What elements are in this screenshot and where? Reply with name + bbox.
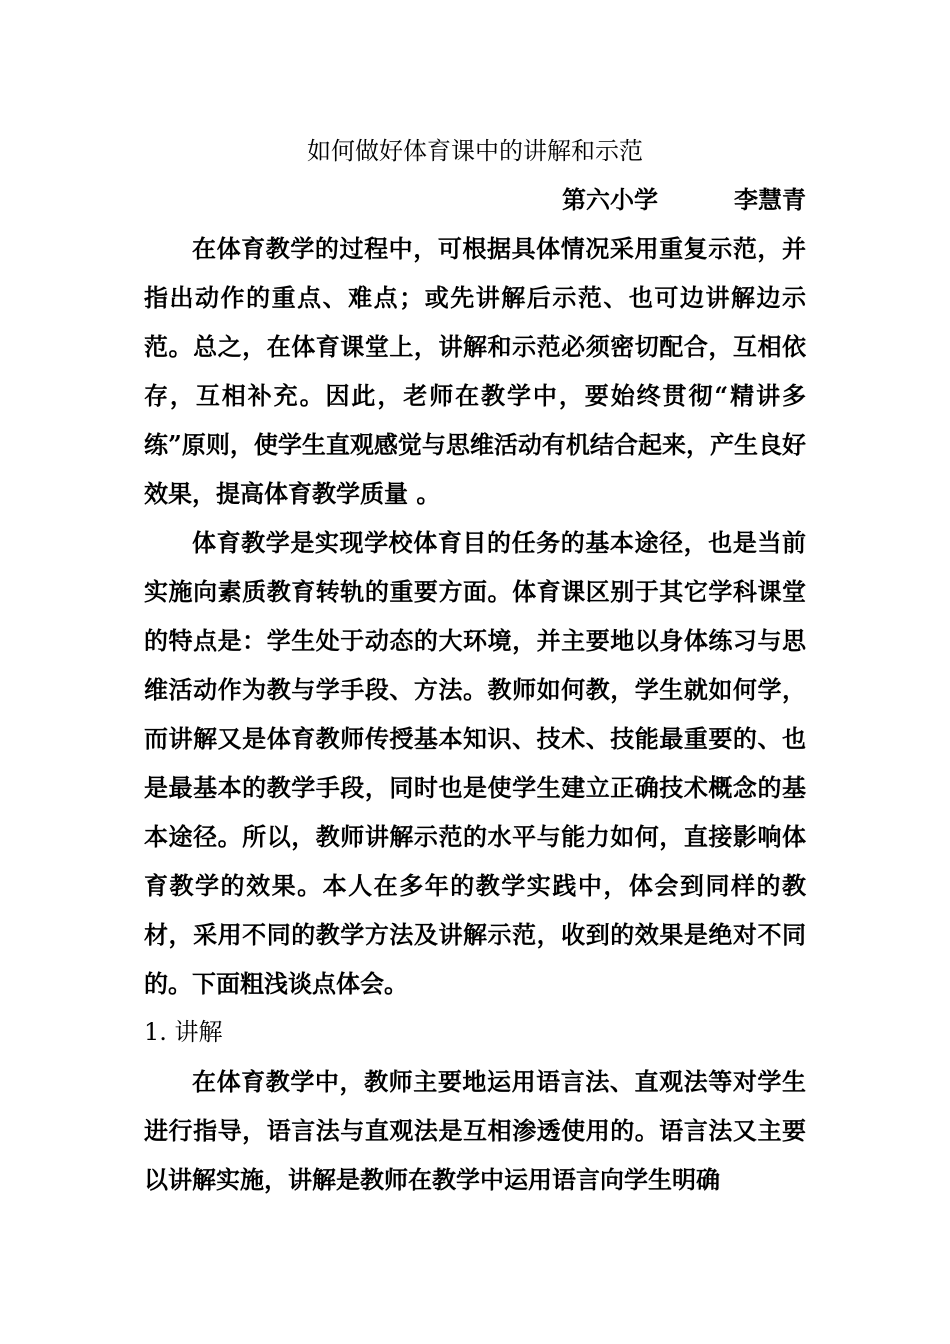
- author-name: 李慧青: [734, 185, 806, 214]
- author-school: 第六小学: [562, 185, 658, 214]
- paragraph-explanation: 在体育教学中，教师主要地运用语言法、直观法等对学生进行指导，语言法与直观法是互相渗透使用的。语言法又主要以讲解实施，讲解是教师在教学中运用语言向学生明确: [144, 1067, 806, 1194]
- paragraph-intro: 在体育教学的过程中，可根据具体情况采用重复示范，并指出动作的重点、难点；或先讲解后示范、也可边讲解边示范。总之，在体育课堂上，讲解和示范必须密切配合，互相依存，互相补充。因此，老师在教学中，要始终贯彻“精讲多练”原则，使学生直观感觉与思维活动有机结合起来，产生良好效果，提高体育教学质量 。: [144, 234, 806, 508]
- author-line: [144, 176, 806, 224]
- paragraph-background: 体育教学是实现学校体育目的任务的基本途径，也是当前实施向素质教育转轨的重要方面。体育课区别于其它学科课堂的特点是：学生处于动态的大环境，并主要地以身体练习与思维活动作为教与学手段、方法。教师如何教，学生就如何学，而讲解又是体育教师传授基本知识、技术、技能最重要的、也是最基本的教学手段，同时也是使学生建立正确技术概念的基本途径。所以，教师讲解示范的水平与能力如何，直接影响体育教学的效果。本人在多年的教学实践中，体会到同样的教材，采用不同的教学方法及讲解示范，收到的效果是绝对不同的。下面粗浅谈点体会。: [144, 528, 806, 998]
- document-title: 如何做好体育课中的讲解和示范: [307, 137, 643, 165]
- document-page: [144, 126, 806, 1204]
- section-heading-explanation: 1. 讲解: [144, 1018, 223, 1046]
